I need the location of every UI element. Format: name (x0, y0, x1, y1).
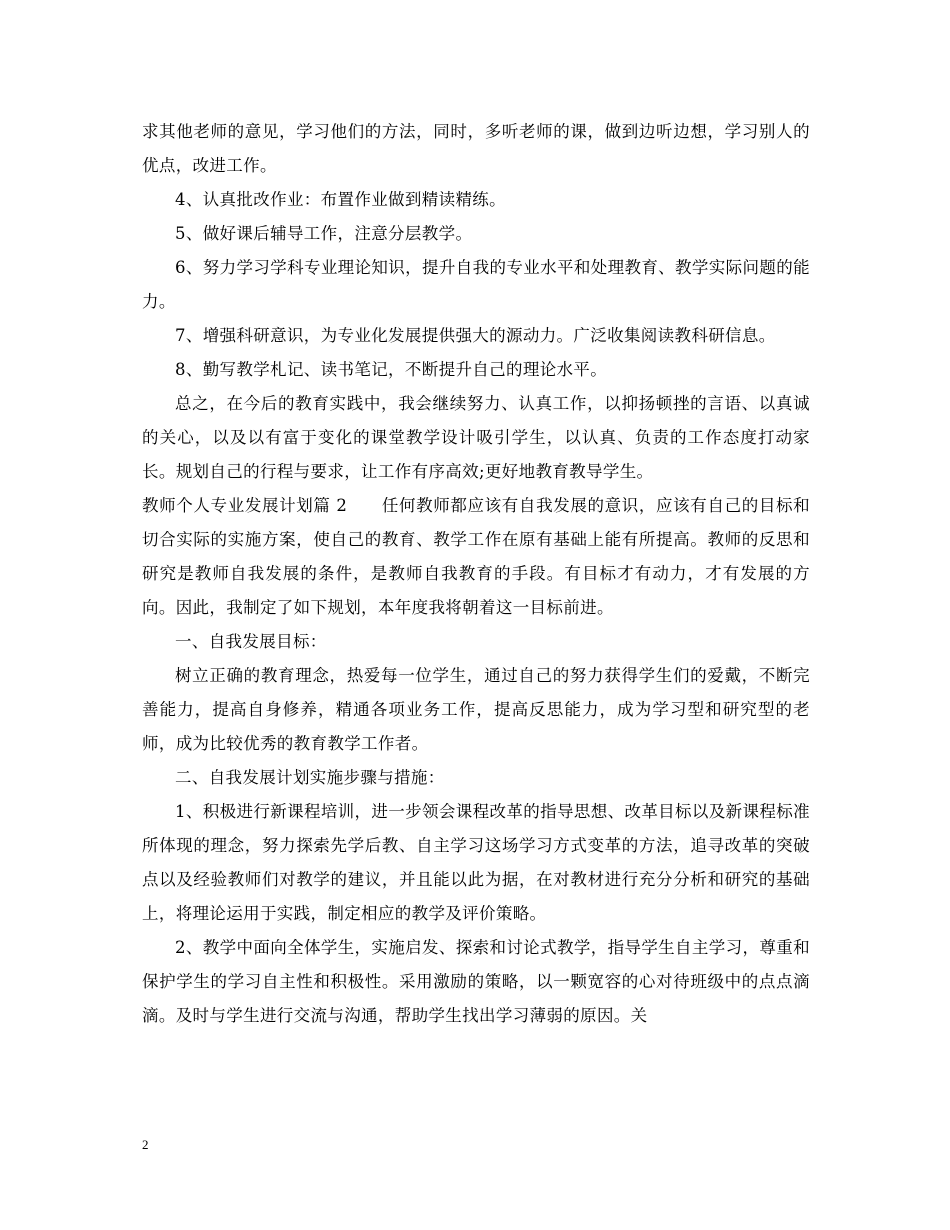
conclusion-paragraph: 总之，在今后的教育实践中，我会继续努力、认真工作，以抑扬顿挫的言语、以真诚的关心，以及以有富于变化的课堂教学设计吸引学生，以认真、负责的工作态度打动家长。规划自己的行程与要求，让工作有序高效;更好地教育教导学生。 (142, 394, 810, 481)
step-1-paragraph: 1、积极进行新课程培训，进一步领会课程改革的指导思想、改革目标以及新课程标准所体现的理念，努力探索先学后教、自主学习这场学习方式变革的方法，追寻改革的突破点以及经验教师们对教学的建议，并且能以此为据，在对教材进行充分分析和研究的基础上，将理论运用于实践，制定相应的教学及评价策略。 (142, 802, 810, 923)
document-body (142, 115, 810, 1033)
list-item-7: 7、增强科研意识，为专业化发展提供强大的源动力。广泛收集阅读教科研信息。 (175, 326, 776, 345)
section-2-intro-paragraph: 教师个人专业发展计划篇 2 任何教师都应该有自我发展的意识，应该有自己的目标和切合实际的实施方案，使自己的教育、教学工作在原有基础上能有所提高。教师的反思和研究是教师自我发展的条件，是教师自我教育的手段。有目标才有动力，才有发展的方向。因此，我制定了如下规划，本年度我将朝着这一目标前进。 (142, 496, 810, 617)
step-2-paragraph: 2、教学中面向全体学生，实施启发、探索和讨论式教学，指导学生自主学习，尊重和保护学生的学习自主性和积极性。采用激励的策略，以一颗宽容的心对待班级中的点点滴滴。及时与学生进行交流与沟通，帮助学生找出学习薄弱的原因。关 (142, 938, 810, 1025)
heading-self-development-goals: 一、自我发展目标： (175, 632, 327, 651)
heading-implementation-steps: 二、自我发展计划实施步骤与措施： (175, 768, 445, 787)
list-item-6: 6、努力学习学科专业理论知识，提升自我的专业水平和处理教育、教学实际问题的能力。 (142, 258, 810, 311)
list-item-4: 4、认真批改作业：布置作业做到精读精练。 (175, 190, 506, 209)
goals-paragraph: 树立正确的教育理念，热爱每一位学生，通过自己的努力获得学生们的爱戴，不断完善能力，提高自身修养，精通各项业务工作，提高反思能力，成为学习型和研究型的老师，成为比较优秀的教育教学工作者。 (142, 666, 810, 753)
paragraph-continued: 求其他老师的意见，学习他们的方法，同时，多听老师的课，做到边听边想，学习别人的优点，改进工作。 (142, 122, 810, 175)
list-item-5: 5、做好课后辅导工作，注意分层教学。 (175, 224, 473, 243)
page-number: 2 (142, 1137, 149, 1152)
list-item-8: 8、勤写教学札记、读书笔记，不断提升自己的理论水平。 (175, 360, 608, 379)
